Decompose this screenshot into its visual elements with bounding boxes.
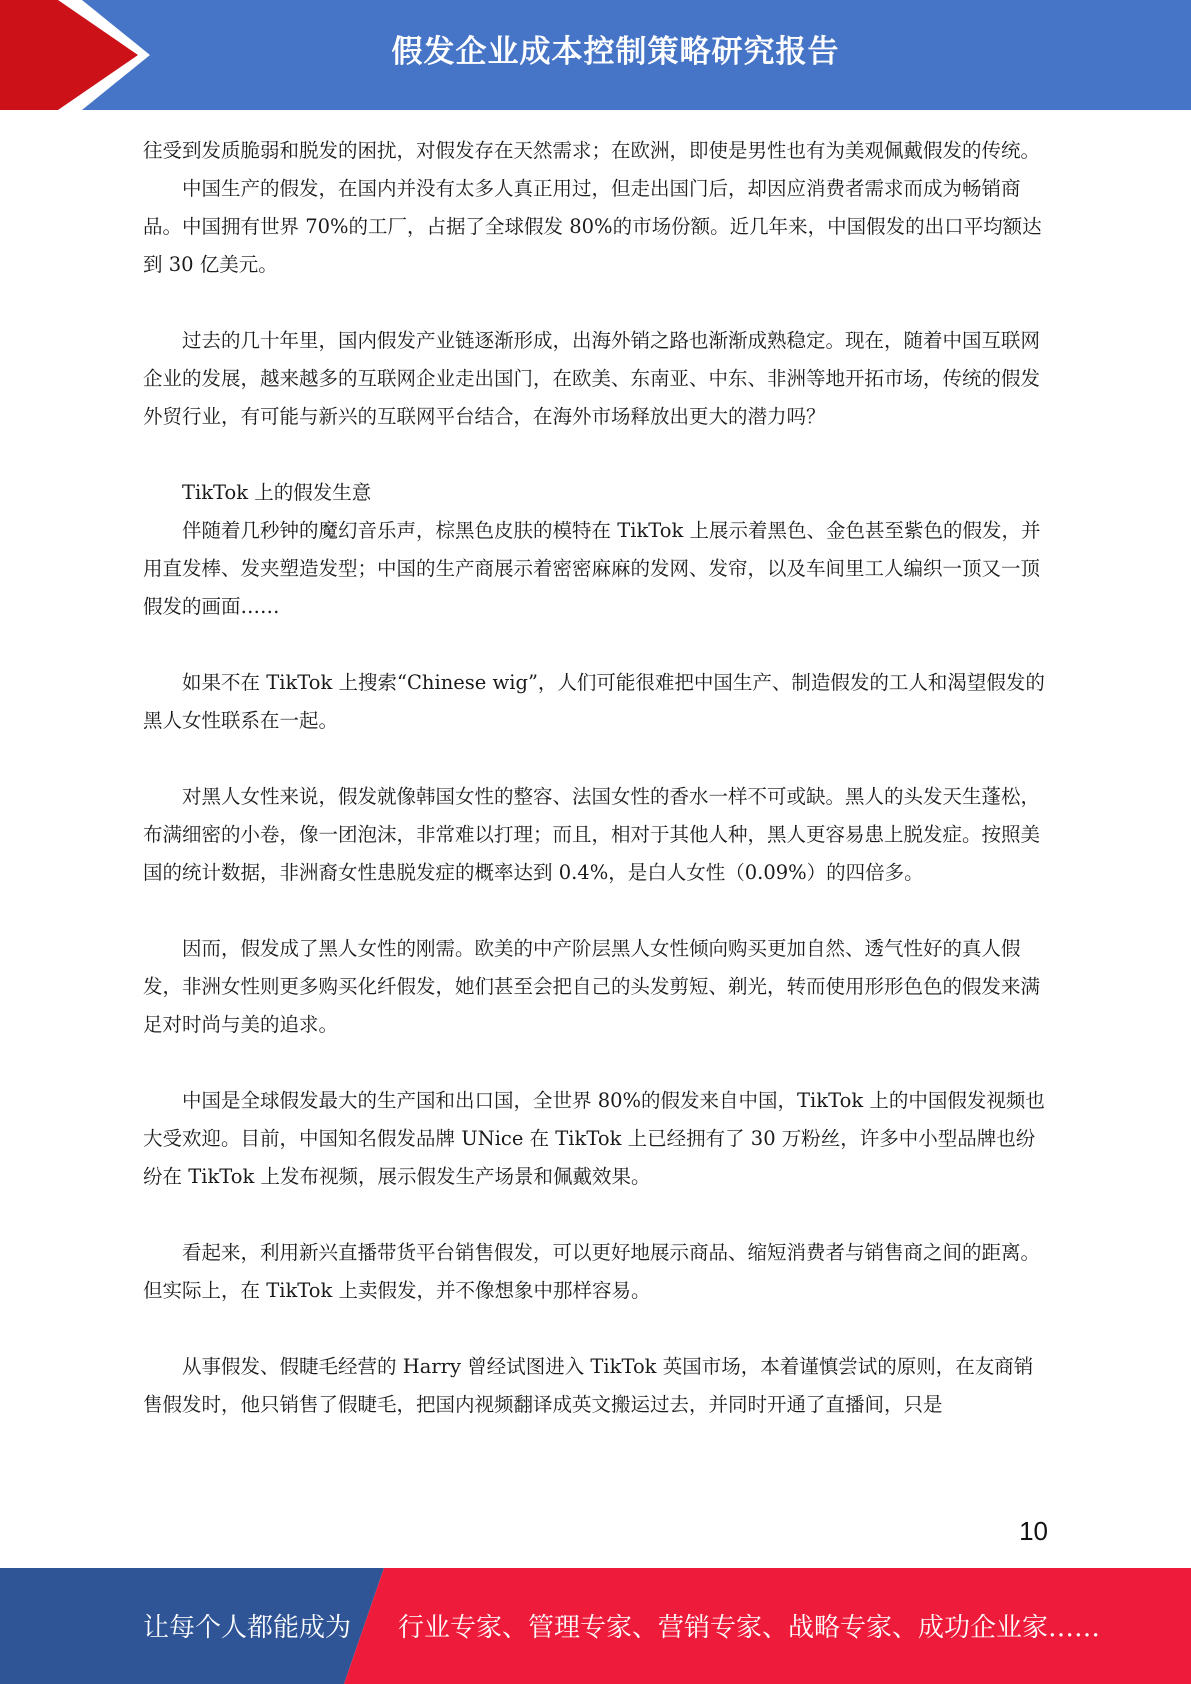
paragraph — [143, 664, 1048, 740]
page-number: 10 — [1019, 1516, 1048, 1546]
paragraph — [143, 1082, 1048, 1196]
paragraph-text: 中国是全球假发最大的生产国和出口国，全世界 80%的假发来自中国，TikTok 上的中国假发视频也大受欢迎。目前，中国知名假发品牌 UNice 在 TikTok 上已经拥有了 30 万粉丝，许多中小型品牌也纷纷在 TikTok 上发布视频，展示假发生产场景和佩戴效果。 — [143, 1089, 1045, 1188]
paragraph-text: 看起来，利用新兴直播带货平台销售假发，可以更好地展示商品、缩短消费者与销售商之间的距离。但实际上，在 TikTok 上卖假发，并不像想象中那样容易。 — [143, 1241, 1041, 1302]
paragraph-continuation: 往受到发质脆弱和脱发的困扰，对假发存在天然需求；在欧洲，即使是男性也有为美观佩戴假发的传统。 — [143, 139, 1041, 162]
page-footer — [0, 1568, 1191, 1684]
paragraph — [143, 1234, 1048, 1310]
paragraph — [143, 170, 1048, 284]
section-heading: TikTok 上的假发生意 — [182, 481, 372, 504]
paragraph-text: 伴随着几秒钟的魔幻音乐声，棕黑色皮肤的模特在 TikTok 上展示着黑色、金色甚至紫色的假发，并用直发棒、发夹塑造发型；中国的生产商展示着密密麻麻的发网、发帘，以及车间里工人编织一顶又一顶假发的画面…… — [143, 519, 1041, 618]
report-title: 假发企业成本控制策略研究报告 — [391, 34, 840, 70]
footer-slogan-left: 让每个人都能成为 — [143, 1613, 352, 1643]
document-body — [143, 132, 1048, 1424]
paragraph-text: 中国生产的假发，在国内并没有太多人真正用过，但走出国门后，却因应消费者需求而成为畅销商品。中国拥有世界 70%的工厂，占据了全球假发 80%的市场份额。近几年来，中国假发的出口平均额达到 30 亿美元。 — [143, 177, 1042, 276]
paragraph — [143, 1348, 1048, 1424]
footer-slogan-right: 行业专家、管理专家、营销专家、战略专家、成功企业家…… — [398, 1613, 1101, 1643]
paragraph — [143, 322, 1048, 436]
page-header — [0, 0, 1191, 110]
paragraph-text: 如果不在 TikTok 上搜索“Chinese wig”，人们可能很难把中国生产、制造假发的工人和渴望假发的黑人女性联系在一起。 — [143, 671, 1045, 732]
paragraph — [143, 778, 1048, 892]
paragraph-text: 因而，假发成了黑人女性的刚需。欧美的中产阶层黑人女性倾向购买更加自然、透气性好的真人假发，非洲女性则更多购买化纤假发，她们甚至会把自己的头发剪短、剃光，转而使用形形色色的假发来满足对时尚与美的追求。 — [143, 937, 1041, 1036]
paragraph — [143, 474, 1048, 626]
paragraph-text: 过去的几十年里，国内假发产业链逐渐形成，出海外销之路也渐渐成熟稳定。现在，随着中国互联网企业的发展，越来越多的互联网企业走出国门，在欧美、东南亚、中东、非洲等地开拓市场，传统的假发外贸行业，有可能与新兴的互联网平台结合，在海外市场释放出更大的潜力吗？ — [143, 329, 1041, 428]
paragraph-text: 从事假发、假睫毛经营的 Harry 曾经试图进入 TikTok 英国市场，本着谨慎尝试的原则，在友商销售假发时，他只销售了假睫毛，把国内视频翻译成英文搬运过去，并同时开通了直播间，只是 — [143, 1355, 1034, 1416]
paragraph-text: 对黑人女性来说，假发就像韩国女性的整容、法国女性的香水一样不可或缺。黑人的头发天生蓬松，布满细密的小卷，像一团泡沫，非常难以打理；而且，相对于其他人种，黑人更容易患上脱发症。按照美国的统计数据，非洲裔女性患脱发症的概率达到 0.4%，是白人女性（0.09%）的四倍多。 — [143, 785, 1041, 884]
paragraph — [143, 930, 1048, 1044]
paragraph — [143, 132, 1048, 170]
